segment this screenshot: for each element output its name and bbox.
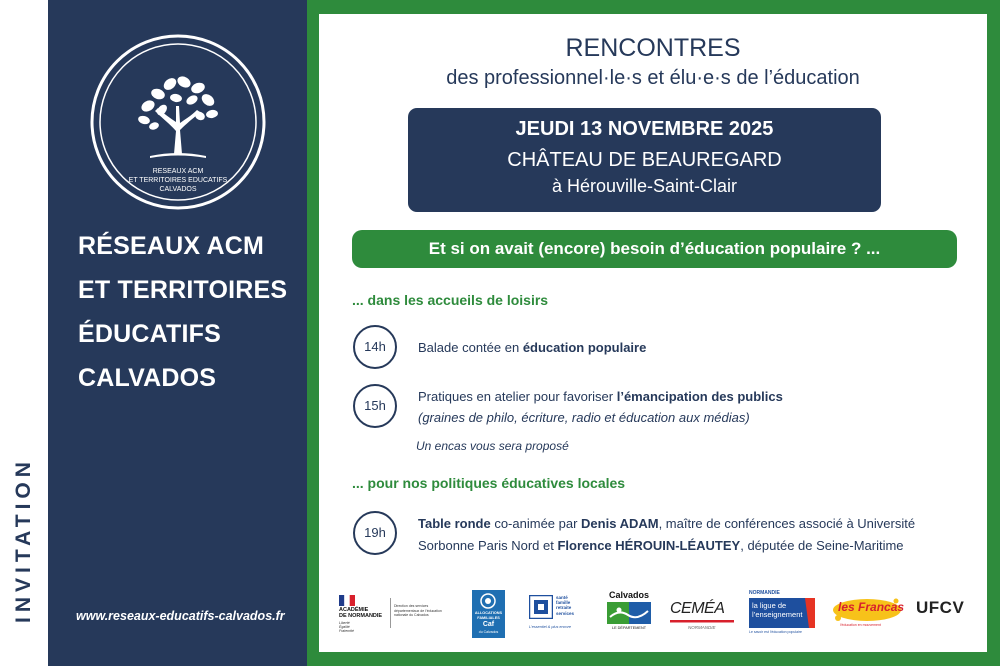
motto-1: Liberté [339, 621, 350, 625]
calvados-name: Calvados [608, 590, 650, 600]
academie-name-1: ACADÉMIE [339, 607, 369, 613]
partner-logos [339, 590, 979, 640]
schedule-item-text: co-animée par [490, 516, 582, 531]
invitation-label: INVITATION [12, 457, 35, 623]
organisation-panel [48, 0, 307, 666]
ligue-region: NORMANDIE [749, 590, 780, 596]
msa-line-2: famille [556, 600, 571, 606]
ligue-line-1: la ligue de [752, 601, 787, 610]
org-name-line-1: RÉSEAUX ACM [78, 232, 265, 260]
msa-line-1: santé [556, 595, 568, 600]
event-city: à Hérouville-Saint-Clair [551, 176, 738, 196]
logo-text-line-3: CALVADOS [159, 186, 197, 193]
academie-name-2: DE NORMANDIE [339, 613, 383, 619]
caf-line-4: du Calvados [478, 630, 499, 634]
caf-line-3: Caf [482, 621, 495, 628]
ligue-tagline: Le savoir est l’éducation populaire [749, 630, 802, 634]
invitation-strip [0, 0, 48, 666]
page-subtitle: des professionnel·le·s et élu·e·s de l’éducation [446, 67, 860, 89]
partner-francas [832, 590, 905, 635]
partner-academie-normandie [339, 590, 457, 640]
calvados-logo-icon [607, 602, 651, 624]
ligue-flag-icon [805, 598, 815, 628]
speaker-name-2: Florence HÉROUIN-LÉAUTEY [557, 538, 741, 553]
schedule-item-highlight: l’émancipation des publics [616, 389, 783, 404]
partner-cemea [670, 590, 740, 635]
partner-calvados [606, 590, 652, 636]
schedule-item-text: Pratiques en atelier pour favoriser [418, 389, 617, 404]
caf-emblem-icon [478, 593, 498, 609]
cemea-underline-icon [670, 619, 734, 624]
motto-2: Égalité [339, 625, 350, 629]
msa-line-4: services [556, 610, 575, 616]
round-table-label: Table ronde [418, 516, 491, 531]
tree-logo [88, 32, 268, 212]
motto-3: Fraternité [339, 629, 354, 633]
schedule-item-highlight: éducation populaire [522, 340, 647, 355]
msa-logo-icon [529, 595, 553, 619]
partner-caf [472, 590, 505, 638]
ufcv-name: UFCV [916, 598, 965, 617]
ligue-block [749, 598, 815, 628]
speaker-role-1: , maître de conférences associé à Université [658, 516, 916, 531]
org-name-line-4: CALVADOS [78, 364, 217, 392]
page-title: RENCONTRES [565, 34, 741, 62]
time-badge-19h: 19h [353, 511, 397, 555]
francas-name: les Francas [838, 600, 905, 614]
dsden-label: Direction des services départementaux de l’éducation nationale du Calvados [394, 604, 442, 617]
website-link[interactable]: www.reseaux-educatifs-calvados.fr [76, 609, 285, 623]
schedule-item-15h-detail: (graines de philo, écriture, radio et éducation aux médias) [418, 410, 750, 425]
section-heading-policies: ... pour nos politiques éducatives locales [352, 475, 626, 491]
event-venue: CHÂTEAU DE BEAUREGARD [507, 149, 782, 171]
time-badge-14h: 14h [353, 325, 397, 369]
logo-text-line-1: RESEAUX ACM [152, 168, 204, 175]
speaker-role-2: , députée de Seine-Maritime [740, 538, 904, 553]
schedule-item-14h [418, 340, 646, 355]
cemea-name: CEMÉA [670, 600, 725, 617]
invitation-content [319, 14, 987, 652]
tree-icon [137, 74, 218, 158]
event-date: JEUDI 13 NOVEMBRE 2025 [515, 118, 774, 140]
partner-ligue-enseignement [749, 590, 815, 640]
francas-sub: l’éducation en mouvement [840, 623, 881, 627]
snack-note: Un encas vous sera proposé [416, 439, 569, 453]
logo-text-line-2: ET TERRITOIRES EDUCATIFS [128, 177, 228, 184]
schedule-item-text: Balade contée en [418, 340, 523, 355]
partner-ufcv [916, 590, 976, 635]
cemea-sub: NORMANDIE [688, 625, 716, 630]
partner-msa [529, 590, 585, 635]
separator-line [390, 598, 391, 628]
french-flag-icon [339, 595, 355, 606]
schedule-item-19h-line-1 [418, 516, 915, 531]
theme-banner: Et si on avait (encore) besoin d’éducation populaire ? ... [352, 230, 957, 268]
caf-line-1: ALLOCATIONS [474, 611, 503, 615]
event-info-box [408, 108, 881, 212]
org-name-line-2: ET TERRITOIRES [78, 276, 288, 304]
msa-line-3: retraite [556, 605, 572, 611]
ligue-line-2: l’enseignement [752, 610, 803, 619]
msa-tagline: L’essentiel & plus encore [529, 625, 572, 629]
caf-line-2: FAMILIALES [477, 615, 500, 620]
schedule-item-text: Sorbonne Paris Nord et [418, 538, 558, 553]
section-heading-leisure: ... dans les accueils de loisirs [352, 292, 549, 308]
schedule-item-15h [418, 389, 783, 404]
time-badge-15h: 15h [353, 384, 397, 428]
org-name-line-3: ÉDUCATIFS [78, 320, 221, 348]
calvados-sub: LE DÉPARTEMENT [611, 626, 647, 630]
speaker-name-1: Denis ADAM [581, 516, 659, 531]
schedule-item-19h-line-2 [418, 538, 904, 553]
